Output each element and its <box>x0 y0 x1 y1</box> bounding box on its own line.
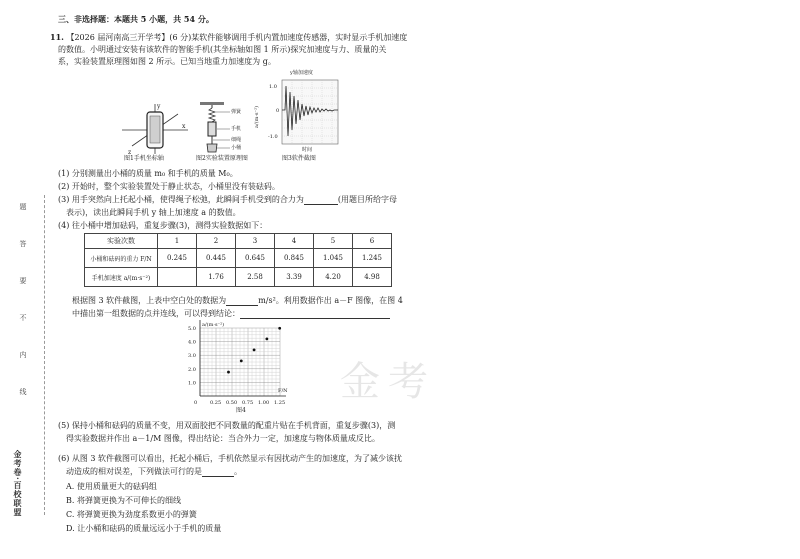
data-point <box>278 327 281 330</box>
figure-1-phone-axes <box>120 100 190 156</box>
table-cell: 3 <box>236 234 275 249</box>
table-cell: 1.245 <box>353 249 392 268</box>
fig2-label-spring: 弹簧 <box>231 109 242 115</box>
y-tick-label: 1.0 <box>188 380 196 387</box>
section-title: 三、非选择题：本题共 5 小题，共 54 分。 <box>58 14 214 24</box>
option-b[interactable]: B. 将弹簧更换为不可伸长的细线 <box>66 496 181 505</box>
y-tick-label: 4.0 <box>188 339 196 346</box>
watermark: 金考 <box>340 359 436 405</box>
question-line-3: 系，实验装置原理图如图 2 所示。已知当地重力加速度为 g。 <box>58 57 276 66</box>
fig2-caption: 图2实验装置原理图 <box>196 155 248 162</box>
table-row <box>85 249 392 268</box>
data-point <box>227 371 230 374</box>
margin-label: 题 <box>19 203 27 211</box>
margin-label: 线 <box>19 388 27 396</box>
step-3-line-1 <box>58 194 397 205</box>
data-point <box>240 360 243 363</box>
binding-line <box>44 195 45 515</box>
x-tick-label: 1.25 <box>274 400 286 406</box>
fig2-label-phone: 手机 <box>231 126 242 132</box>
step-3-text: (3) 用手突然向上托起小桶，使得绳子松弛，此瞬间手机受到的合力为 <box>58 195 304 204</box>
question-points: (6 分) <box>169 33 192 42</box>
y-tick-label: 3.0 <box>188 353 196 360</box>
step-6-line-1: (6) 从图 3 软件截图可以看出，托起小桶后，手机依然显示有因扰动产生的加速度，为了减少该扰 <box>58 454 403 463</box>
y-tick-label: 5.0 <box>188 326 196 332</box>
step-1: (1) 分别测量出小桶的质量 m₀ 和手机的质量 M₀。 <box>58 169 238 178</box>
fig1-axis-z: z <box>128 149 132 156</box>
option-d[interactable]: D. 让小桶和砝码的质量远远小于手机的质量 <box>66 524 222 533</box>
table-cell: 0.845 <box>275 249 314 268</box>
fig2-label-bucket: 小桶 <box>231 145 242 151</box>
table-cell: 3.39 <box>275 268 314 287</box>
y-tick-label: 2.0 <box>188 366 196 373</box>
followup-text: 根据图 3 软件截图，上表中空白处的数据为 <box>72 296 227 305</box>
fig3-title: y轴加速度 <box>290 70 313 76</box>
table-header-cell: 实验次数 <box>85 234 158 249</box>
step-6-line-2 <box>66 466 242 477</box>
table-cell: 4.98 <box>353 268 392 287</box>
chart-title: 图4 <box>236 407 246 414</box>
step-2: (2) 开始时，整个实验装置处于静止状态，小桶里没有装砝码。 <box>58 182 280 191</box>
margin-label: 不 <box>19 314 27 322</box>
step-4: (4) 往小桶中增加砝码，重复步骤(3)，测得实验数据如下： <box>58 221 268 230</box>
table-row <box>85 268 392 287</box>
table-row-label-accel: 手机加速度 a/(m·s⁻²) <box>85 268 158 287</box>
fig1-axis-x: x <box>182 123 186 130</box>
fig3-caption: 图3软件截图 <box>282 155 316 162</box>
fig3-ylabel: a/(m·s⁻²) <box>254 105 260 128</box>
figure-4-chart[interactable] <box>180 318 290 418</box>
answer-blank-net-force[interactable] <box>304 196 338 205</box>
table-cell: 0.645 <box>236 249 275 268</box>
step-5-line-2: 得实验数据并作出 a－1/M 图像，得出结论：当合外力一定，加速度与物体质量成反比。 <box>66 434 380 443</box>
fig3-tick-bot: -1.0 <box>268 134 278 140</box>
fig3-tick-top: 1.0 <box>269 84 277 90</box>
y-axis-label: a/(m·s⁻²) <box>202 322 225 328</box>
question-number: 11. <box>50 32 64 42</box>
table-cell: 4.20 <box>314 268 353 287</box>
table-row-label-force: 小桶和砝码的重力 F/N <box>85 249 158 268</box>
fig1-axis-y: y <box>157 103 161 110</box>
answer-blank-accel[interactable] <box>226 297 258 306</box>
brand-vertical: 金考卷·百校联盟 <box>13 450 23 517</box>
option-a[interactable]: A. 使用质量更大的砝码组 <box>66 482 157 491</box>
answer-blank-choice[interactable] <box>202 468 234 477</box>
x-tick-label: 1.00 <box>258 400 270 406</box>
margin-label: 要 <box>19 277 27 285</box>
table-cell: 1 <box>158 234 197 249</box>
table-cell: 2 <box>197 234 236 249</box>
table-cell: 0.245 <box>158 249 197 268</box>
x-tick-label: 0.50 <box>226 400 238 406</box>
option-c[interactable]: C. 将弹簧更换为劲度系数更小的弹簧 <box>66 510 197 519</box>
x-tick-label: 0.25 <box>210 400 222 406</box>
data-table <box>84 233 392 287</box>
step-6-end: 。 <box>234 467 242 476</box>
table-cell: 6 <box>353 234 392 249</box>
fig2-label-string: 细绳 <box>231 137 242 143</box>
followup-conclusion: 中描出第一组数据的点并连线，可以得到结论： <box>72 309 240 318</box>
table-cell: 0.445 <box>197 249 236 268</box>
fig3-tick-mid: 0 <box>276 108 280 114</box>
table-cell: 5 <box>314 234 353 249</box>
origin-label: 0 <box>194 400 198 406</box>
data-point <box>265 337 268 340</box>
fig3-xlabel: 时间 <box>302 147 313 153</box>
x-tick-label: 0.75 <box>242 400 254 406</box>
step-6-text: 动造成的相对误差，下列做法可行的是 <box>66 467 202 476</box>
data-point <box>253 348 256 351</box>
table-cell: 1.045 <box>314 249 353 268</box>
step-3-text-tail: (用题目所给字母 <box>337 195 397 204</box>
table-cell: 1.76 <box>197 268 236 287</box>
table-cell: 4 <box>275 234 314 249</box>
question-tag: 【2026 届河南高三开学考】 <box>66 33 170 42</box>
step-5-line-1: (5) 保持小桶和砝码的质量不变，用双面胶把不同数量的配重片贴在手机背面，重复步骤(3)，测 <box>58 421 396 430</box>
question-intro: 某软件能够调用手机内置加速度传感器，实时显示手机加速度 <box>191 33 408 42</box>
question-line-1 <box>50 32 407 43</box>
margin-label: 内 <box>19 351 27 359</box>
x-axis-label: F/N <box>278 388 288 394</box>
table-cell-blank[interactable] <box>158 268 197 287</box>
table-cell: 2.58 <box>236 268 275 287</box>
margin-label: 答 <box>19 240 27 248</box>
followup-text-tail: m/s²。利用数据作出 a－F 图像，在图 4 <box>258 296 403 305</box>
question-line-2: 的数值。小明通过安装有该软件的智能手机(其坐标轴如图 1 所示)探究加速度与力、质量的关 <box>58 45 387 54</box>
figure-3-screenshot <box>268 78 340 150</box>
table-row <box>85 234 392 249</box>
table-followup-line-1 <box>72 295 403 306</box>
fig1-caption: 图1手机坐标轴 <box>124 155 164 162</box>
step-3-line-2: 表示)，读出此瞬间手机 y 轴上加速度 a 的数值。 <box>66 208 241 217</box>
